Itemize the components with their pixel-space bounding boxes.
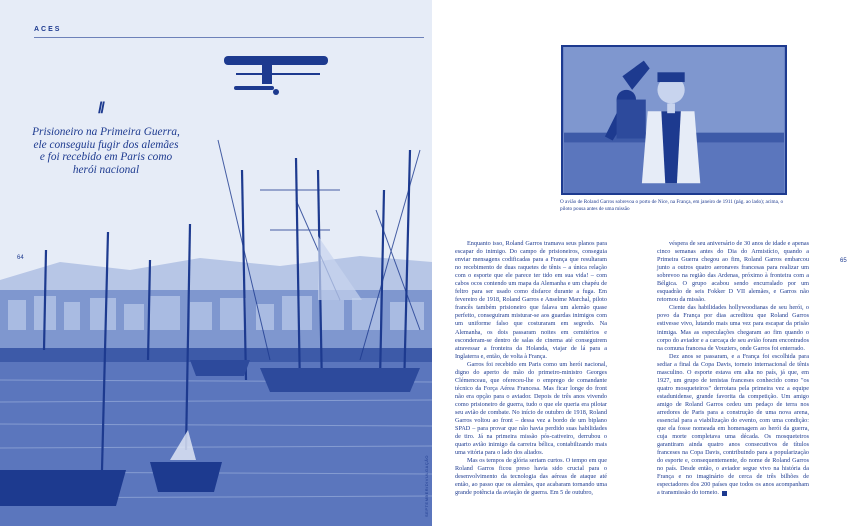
pilot-portrait-photo bbox=[561, 45, 787, 195]
paragraph: Mas os tempos de glória seriam curtos. O tempo em que Roland Garros ficou preso havia sido crucial para o desenvolvimento da tecnologia das aéreas de ataque até então, ao passo que os alemães, que acabaram tornando uma grande potência da aviação de guerra. Em 5 de outubro, bbox=[455, 457, 607, 497]
paragraph: Enquanto isso, Roland Garros tramava seus planos para escapar do inimigo. Do campo de prisioneiros, conseguia enviar mensagens codificadas para a França que resultaram no recebimento de duas raquetes de tênis – a única relação com o esporte que ele parece ter tido em sua vida! – com cabos ocos contendo um mapa da Alemanha e um chapéu de feltro para ser usado como disfarce durante a fuga. Em fevereiro de 1918, Roland Garros e Anselme Marchal, piloto francês também prisioneiro que falava um alemão quase perfeito, conseguiram misturar-se aos guardas inimigos com um uniforme falso que costuraram em segredo. Na Alemanha, os dois passaram noites em cemitérios e esconderam-se dentro de salas de cinema até conseguirem atravessar a fronteira da Holanda, viajar de lá para a Inglaterra e, então, de volta à França. bbox=[455, 240, 607, 360]
photo-credit: SEPTEMBER/DIVULGAÇÃO bbox=[424, 455, 429, 518]
right-page bbox=[432, 0, 863, 526]
page-number-right: 65 bbox=[840, 258, 847, 264]
section-divider bbox=[34, 37, 424, 38]
paragraph: Garros foi recebido em Paris como um herói nacional, digno do aperto de mão do primeiro-ministro Georges Clémenceau, que ofereceu-lhe o emprego de comandante técnico da Força Aérea Francesa. Mas ficar longe do front não era opção para o aviador. Depois de três anos vivendo como prisioneiro de guerra, tudo o que ele queria era pilotar seu avião de combate. No início de outubro de 1918, Roland Garros voltou ao front – dessa vez a bordo de um biplano SPAD – para provar que não havia perdido suas habilidades de tiro. Já na primeira missão pós-cativeiro, derrubou o quarto avião inimigo da carreira bélica, contabilizando mais uma vitória para o lado dos aliados. bbox=[455, 360, 607, 457]
end-of-article-icon bbox=[722, 491, 727, 496]
paragraph-text: Dez anos se passaram, e a França foi escolhida para sediar a final da Copa Davis, torneio internacional de tênis masculino. O esporte estava em alta no país, já que, em 1927, um grupo de tenistas franceses conhecido como "os quatro mosqueteiros" derrotara pela primeira vez a equipe estadunidense, grande favorita da competição. Um amigo amigo de Roland Garros cedeu um pedaço de terra nos arredores de Paris para a construção de uma nova arena, essencial para a viabilização do evento, com uma condição: que ela fosse nomeada em homenagem ao herói da guerra, cuja morte completava uma década. Os mosqueteiros garantiram ainda quatro anos consecutivos de títulos franceses na Copa Davis, contribuindo para a popularização do esporte e, consequentemente, do nome de Roland Garros no país. Desde então, o aviador segue vivo na história da França e no imaginário de cerca de três bilhões de espectadores dos 200 países que todos os anos acompanham a transmissão do torneio. bbox=[657, 352, 809, 497]
paragraph: Ciente das habilidades hollywoodianas de seu herói, o povo da França por dias acreditou que Roland Garros estivesse vivo, lutando mais uma vez para escapar da prisão inimiga. Mas as especulações chegaram ao fim quando o corpo do aviador e a carcaça de seu avião foram encontrados na comuna francesa de Vouziers, onde Garros foi enterrado. bbox=[657, 304, 809, 352]
pull-quote: Prisioneiro na Primeira Guerra, ele conseguiu fugir dos alemães e foi recebido em Paris como herói nacional bbox=[32, 126, 180, 176]
article-column-1 bbox=[455, 240, 607, 498]
page-number-left: 64 bbox=[17, 255, 24, 261]
quote-mark-icon: // bbox=[98, 100, 103, 117]
article-column-2 bbox=[657, 240, 809, 498]
paragraph: véspera de seu aniversário de 30 anos de idade e apenas cinco semanas antes do Dia do Armistício, quando a Primeira Guerra chegou ao fim, Roland Garros embarcou junto a outros quatro aeronaves francesas para realizar um sobrevoo na região das Ardenas, próximo à fronteira com a Bélgica. O grupo acabou sendo encurralado por um esquadrão de seis Fokker D VII alemães, e Garros não retornou da missão. bbox=[657, 240, 809, 304]
section-label: ACES bbox=[34, 26, 62, 33]
paragraph bbox=[657, 353, 809, 498]
photo-caption: O avião de Roland Garros sobrevoa o porto de Nice, na França, em janeiro de 1911 (pág. ao lado); acima, o piloto pousa antes de uma missão bbox=[560, 199, 784, 212]
